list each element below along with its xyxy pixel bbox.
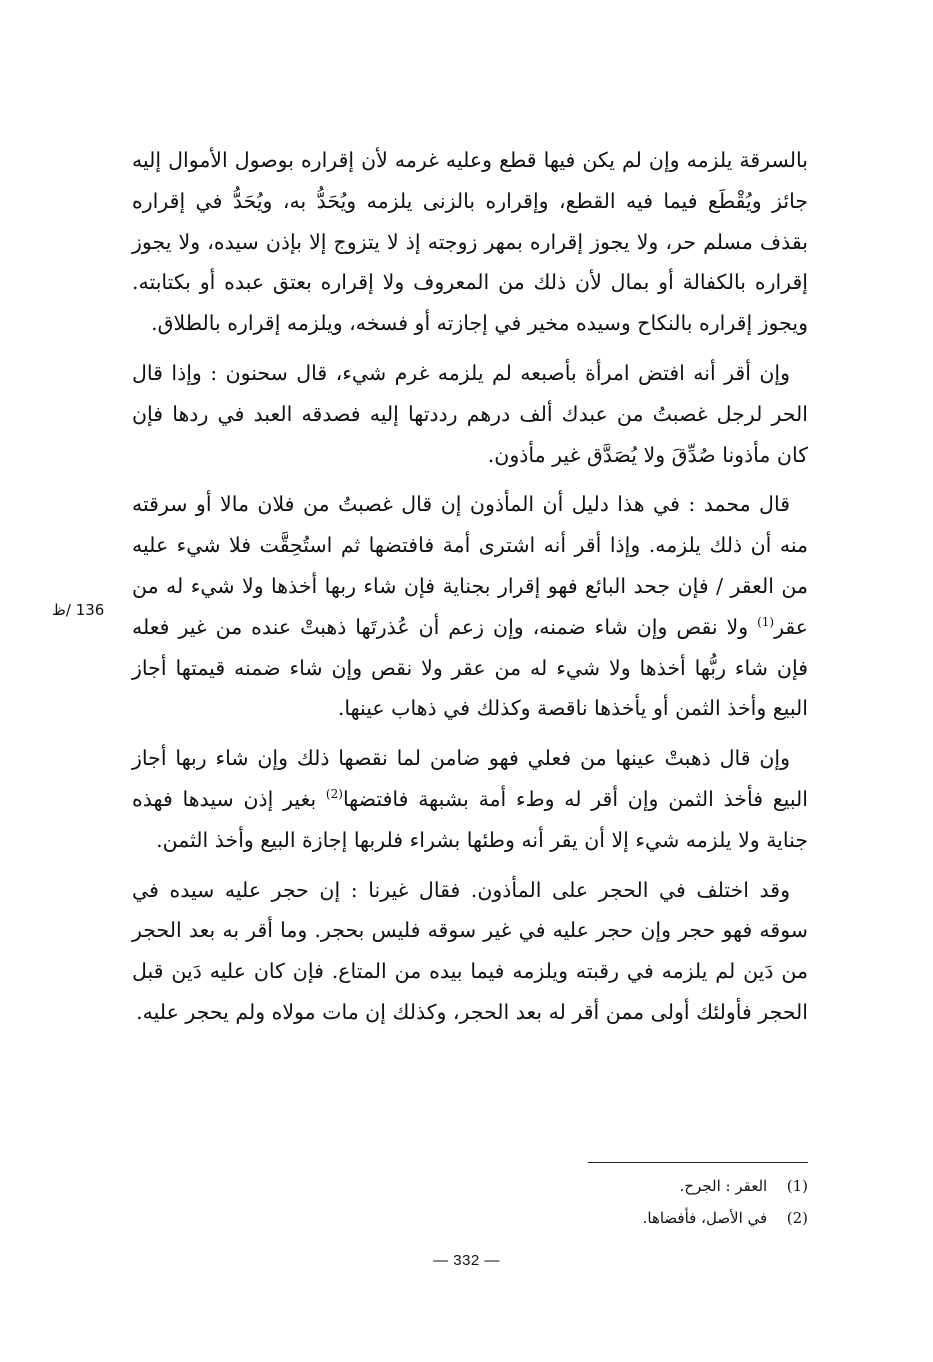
paragraph-1: [132, 140, 808, 344]
footnote-ref-2: (2): [325, 787, 343, 802]
paragraph-text: وإن أقر أنه افتض امرأة بأصبعه لم يلزمه غرم شيء، قال سحنون : وإذا قال الحر لرجل غصبتُ من عبدك ألف درهم رددتها إليه فصدقه العبد في ردها فإن كان مأذونا صُدِّقَ ولا يُصَدَّق غير مأذون.: [132, 360, 808, 467]
footnote-text: العقر : الجرح.: [679, 1177, 768, 1195]
page-number: — 332 —: [433, 1252, 500, 1269]
paragraph-text-continued: بغير إذن سيدها فهذه جناية ولا يلزمه شيء إلا أن يقر أنه وطئها بشراء فلربها إجازة البيع وأخذ الثمن.: [132, 786, 808, 852]
paragraph-text-continued: ولا نقص وإن شاء ضمنه، وإن زعم أن عُذرتَها ذهبتْ عنده من غير فعله فإن شاء ربُّها أخذها ولا شيء له من عقر ولا نقص وإن شاء ضمنه قيمتها أجاز البيع وأخذ الثمن أو يأخذها ناقصة وكذلك في ذهاب عينها.: [132, 614, 808, 721]
footnote-2: [500, 1202, 808, 1234]
paragraph-2: [132, 353, 808, 475]
footnote-ref-1: (1): [757, 614, 775, 629]
footnotes: [500, 1170, 808, 1234]
paragraph-text: وإن قال ذهبتْ عينها من فعلي فهو ضامن لما نقصها ذلك وإن شاء ربها أجاز البيع فأخذ الثمن وإن أقر له وطء أمة بشبهة فافتضها: [132, 746, 808, 811]
footnote-1: [500, 1170, 808, 1202]
footnote-text: في الأصل، فأفضاها.: [642, 1209, 768, 1227]
paragraph-4: [132, 738, 808, 860]
paragraph-text: بالسرقة يلزمه وإن لم يكن فيها قطع وعليه غرمه لأن إقراره بوصول الأموال إليه جائز ويُقْطَع فيما فيه القطع، وإقراره بالزنى يلزمه ويُحَدُّ به، ويُحَدُّ في إقراره بقذف مسلم حر، ولا يجوز إقراره بمهر زوجته إذ لا يتزوج إلا بإذن سيده، ولا يجوز إقراره بالكفالة أو بمال لأن ذلك من المعروف ولا إقراره بعتق عبده أو بكتابته. ويجوز إقراره بالنكاح وسيده مخير في إجازته أو فسخه، ويلزمه إقراره بالطلاق.: [132, 148, 808, 336]
paragraph-text: قال محمد : في هذا دليل أن المأذون إن قال غصبتُ من فلان مالا أو سرقته منه أن ذلك يلزمه. وإذا أقر أنه اشترى أمة فافتضها ثم استُحِقَّت فلا شيء عليه من العقر / فإن جحد البائع فهو إقرار بجناية فإن شاء ربها أخذها ولا شيء له من عقر: [132, 492, 808, 639]
footnote-number: (1): [786, 1177, 808, 1195]
footnote-number: (2): [786, 1209, 808, 1227]
paragraph-3: [132, 484, 808, 729]
main-text: [132, 140, 808, 1042]
paragraph-text: وقد اختلف في الحجر على المأذون. فقال غيرنا : إن حجر عليه سيده في سوقه فهو حجر وإن حجر عليه في غير سوقه فليس بحجر. وما أقر به بعد الحجر من دَين لم يلزمه في رقبته ويلزمه فيما بيده من المتاع. فإن كان عليه دَين قبل الحجر فأولئك أولى ممن أقر له بعد الحجر، وكذلك إن مات مولاه ولم يحجر عليه.: [132, 877, 808, 1024]
manuscript-folio-marker: 136 /ظ: [52, 601, 105, 619]
footnote-divider: [588, 1162, 808, 1163]
paragraph-5: [132, 870, 808, 1033]
